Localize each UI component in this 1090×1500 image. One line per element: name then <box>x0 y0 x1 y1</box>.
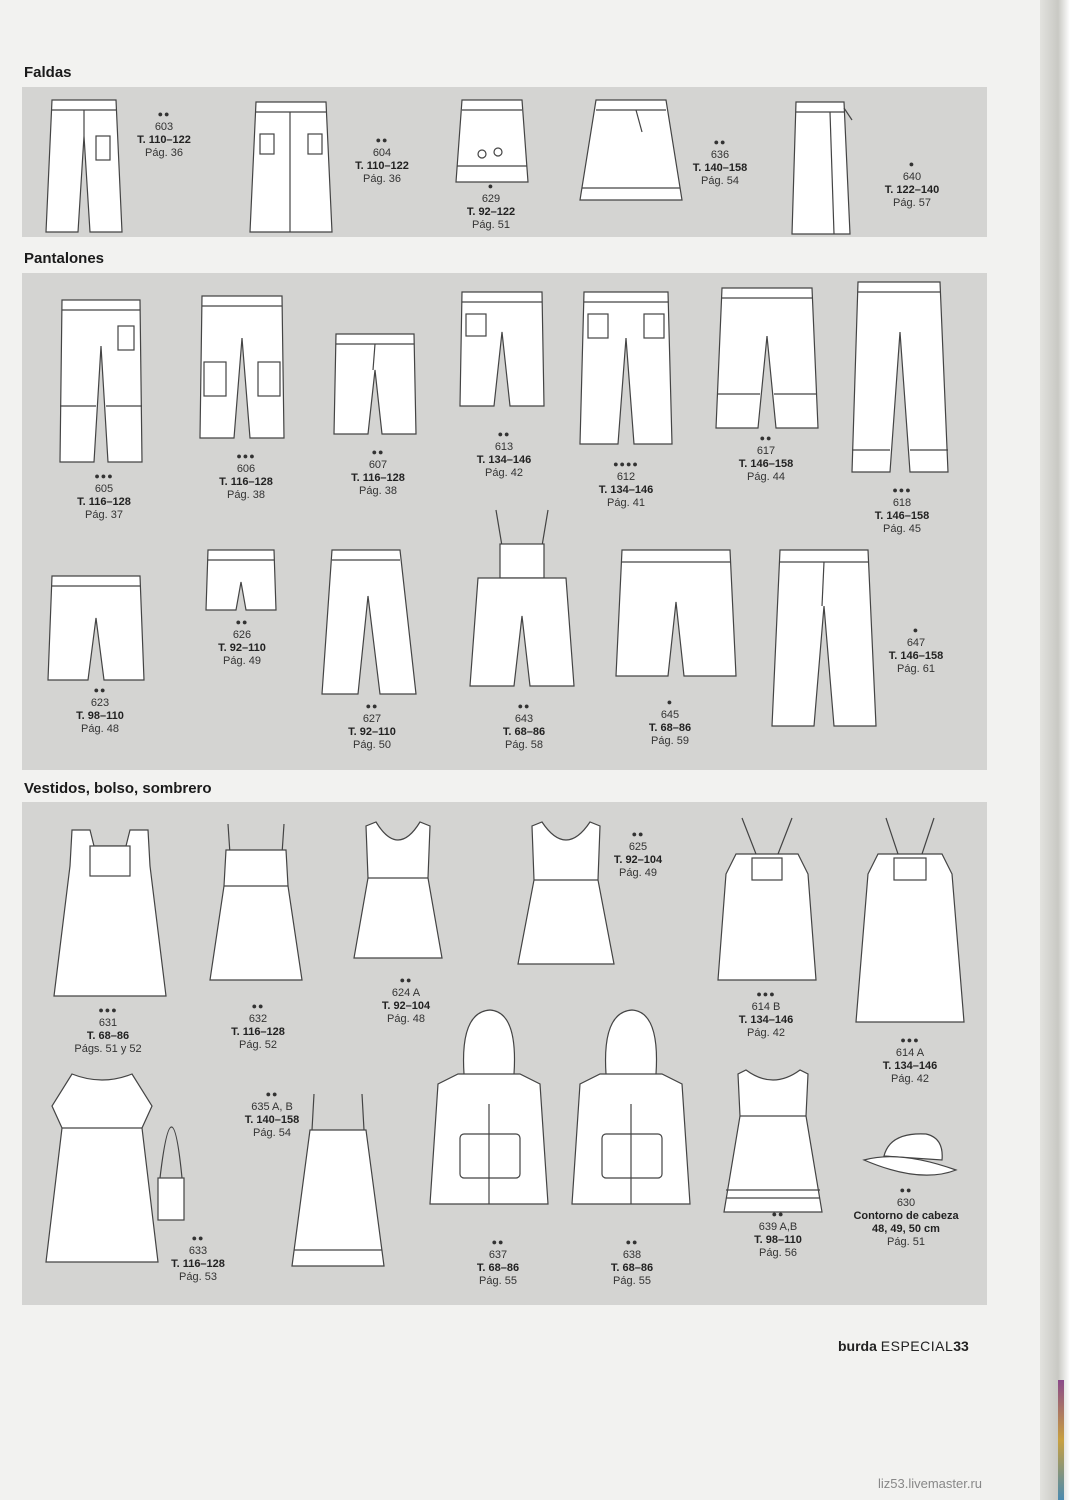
difficulty-dots: ● <box>487 181 495 191</box>
item-page: Pág. 45 <box>883 523 921 535</box>
item-size: T. 134–146 <box>882 1060 938 1072</box>
item-number: 627 <box>362 713 382 725</box>
item-627 <box>312 700 432 752</box>
item-number: 618 <box>892 497 912 509</box>
item-page: Pág. 42 <box>891 1073 929 1085</box>
garment-618-drawing <box>848 278 952 476</box>
item-size: T. 68–86 <box>610 1262 654 1274</box>
item-number: 603 <box>154 121 174 133</box>
item-page: Pág. 49 <box>223 655 261 667</box>
item-number: 645 <box>660 709 680 721</box>
item-page: Pág. 52 <box>239 1039 277 1051</box>
item-630 <box>846 1184 966 1249</box>
item-617 <box>706 432 826 484</box>
garment-613-drawing <box>456 288 548 412</box>
item-page: Pág. 41 <box>607 497 645 509</box>
difficulty-dots: ● <box>666 697 674 707</box>
item-number: 636 <box>710 149 730 161</box>
difficulty-dots: ● <box>912 625 920 635</box>
item-page: Pág. 48 <box>81 723 119 735</box>
garment-614a-drawing <box>852 814 968 1028</box>
garment-624-drawing <box>348 818 448 962</box>
difficulty-dots: ●● <box>375 135 389 145</box>
item-number: 637 <box>488 1249 508 1261</box>
garment-605-drawing <box>56 296 146 468</box>
item-size: T. 110–122 <box>355 160 409 172</box>
difficulty-dots: ●● <box>371 447 385 457</box>
brand-logo: burda <box>838 1338 877 1354</box>
item-size: Contorno de cabeza <box>853 1210 959 1222</box>
item-page: Pág. 51 <box>472 219 510 231</box>
item-631 <box>48 1004 168 1056</box>
item-size: T. 146–158 <box>888 650 944 662</box>
item-number: 623 <box>90 697 110 709</box>
item-page: Pág. 36 <box>145 147 183 159</box>
item-625 <box>578 828 698 880</box>
item-645 <box>610 696 730 748</box>
garment-639-drawing <box>718 1066 828 1216</box>
garment-627-drawing <box>320 546 420 698</box>
item-643 <box>464 700 584 752</box>
item-number: 635 A, B <box>251 1101 293 1113</box>
item-613 <box>444 428 564 480</box>
item-size: T. 122–140 <box>884 184 940 196</box>
difficulty-dots: ●● <box>365 701 379 711</box>
item-607 <box>318 446 438 498</box>
item-647 <box>856 624 976 676</box>
item-number: 625 <box>628 841 648 853</box>
garment-640-drawing <box>788 98 858 240</box>
difficulty-dots: ●● <box>191 1233 205 1243</box>
difficulty-dots: ●● <box>157 109 171 119</box>
item-size: T. 146–158 <box>738 458 794 470</box>
difficulty-dots: ●● <box>251 1001 265 1011</box>
section-title-pantalones: Pantalones <box>24 250 105 267</box>
item-page: Pág. 58 <box>505 739 543 751</box>
difficulty-dots: ●●● <box>98 1005 118 1015</box>
item-page: Pág. 50 <box>353 739 391 751</box>
page-edge <box>1040 0 1070 1500</box>
difficulty-dots: ●● <box>265 1089 279 1099</box>
difficulty-dots: ●●● <box>236 451 256 461</box>
item-page: Pág. 57 <box>893 197 931 209</box>
difficulty-dots: ●●● <box>892 485 912 495</box>
item-page: Pág. 48 <box>387 1013 425 1025</box>
item-size: T. 68–86 <box>648 722 692 734</box>
garment-623-drawing <box>44 572 148 684</box>
item-size: T. 92–104 <box>381 1000 431 1012</box>
item-size: T. 68–86 <box>476 1262 520 1274</box>
item-604 <box>322 134 442 186</box>
garment-645-drawing <box>612 546 740 682</box>
item-size: T. 146–158 <box>874 510 930 522</box>
watermark: liz53.livemaster.ru <box>878 1476 983 1491</box>
item-size: T. 110–122 <box>137 134 191 146</box>
item-number: 604 <box>372 147 392 159</box>
garment-614b-drawing <box>712 814 822 984</box>
item-page: Págs. 51 y 52 <box>74 1043 142 1055</box>
item-632 <box>198 1000 318 1052</box>
item-636 <box>660 136 780 188</box>
item-size: T. 98–110 <box>76 710 124 722</box>
item-size: T. 92–110 <box>348 726 396 738</box>
item-number: 624 A <box>391 987 421 999</box>
item-page: Pág. 54 <box>253 1127 291 1139</box>
garment-631-drawing <box>50 826 170 1006</box>
garment-606-drawing <box>196 292 288 442</box>
difficulty-dots: ●● <box>625 1237 639 1247</box>
item-page: Pág. 54 <box>701 175 739 187</box>
item-size: T. 140–158 <box>244 1114 300 1126</box>
item-number: 614 A <box>895 1047 925 1059</box>
item-page: Pág. 55 <box>479 1275 517 1287</box>
garment-638-drawing <box>566 1004 696 1240</box>
color-stripe <box>1058 1380 1064 1500</box>
garment-612-drawing <box>576 288 676 450</box>
item-page: Pág. 44 <box>747 471 785 483</box>
item-number: 638 <box>622 1249 642 1261</box>
item-640 <box>852 158 972 210</box>
item-page: Pág. 42 <box>485 467 523 479</box>
item-size: T. 116–128 <box>351 472 405 484</box>
garment-632-drawing <box>206 820 306 988</box>
item-614b <box>706 988 826 1040</box>
difficulty-dots: ●●● <box>756 989 776 999</box>
item-629 <box>431 180 551 232</box>
difficulty-dots: ●● <box>93 685 107 695</box>
item-size: T. 116–128 <box>171 1258 225 1270</box>
item-size: T. 98–110 <box>754 1234 802 1246</box>
page-footer <box>838 1338 969 1354</box>
item-size: T. 92–122 <box>466 206 516 218</box>
item-number: 630 <box>896 1197 916 1209</box>
item-page: Pág. 53 <box>179 1271 217 1283</box>
garment-635-drawing <box>288 1090 388 1270</box>
item-639 <box>718 1208 838 1260</box>
garment-629-drawing <box>452 96 532 188</box>
item-page: Pág. 37 <box>85 509 123 521</box>
item-size: T. 134–146 <box>738 1014 794 1026</box>
difficulty-dots: ●● <box>631 829 645 839</box>
item-page: Pág. 56 <box>759 1247 797 1259</box>
item-page: Pág. 59 <box>651 735 689 747</box>
difficulty-dots: ●● <box>235 617 249 627</box>
difficulty-dots: ●● <box>399 975 413 985</box>
item-page: Pág. 49 <box>619 867 657 879</box>
item-size: T. 68–86 <box>502 726 546 738</box>
difficulty-dots: ●● <box>491 1237 505 1247</box>
item-page: Pág. 51 <box>887 1236 925 1248</box>
difficulty-dots: ●●● <box>94 471 114 481</box>
section-title-vestidos: Vestidos, bolso, sombrero <box>24 780 212 797</box>
item-number: 631 <box>98 1017 118 1029</box>
item-614a <box>850 1034 970 1086</box>
item-page: Pág. 61 <box>897 663 935 675</box>
item-618 <box>842 484 962 536</box>
garment-607-drawing <box>330 330 420 438</box>
item-size: T. 116–128 <box>77 496 131 508</box>
footer-label: ESPECIAL <box>880 1338 954 1354</box>
item-number: 643 <box>514 713 534 725</box>
item-612 <box>566 458 686 510</box>
item-page: Pág. 38 <box>227 489 265 501</box>
item-page: Pág. 42 <box>747 1027 785 1039</box>
item-number: 626 <box>232 629 252 641</box>
garment-630-hat-drawing <box>860 1126 960 1186</box>
item-number: 605 <box>94 483 114 495</box>
item-number: 633 <box>188 1245 208 1257</box>
item-606 <box>186 450 306 502</box>
difficulty-dots: ●●● <box>900 1035 920 1045</box>
garment-643-drawing <box>462 506 582 692</box>
item-number: 640 <box>902 171 922 183</box>
item-633 <box>138 1232 258 1284</box>
item-size: T. 92–110 <box>218 642 266 654</box>
item-number: 639 A,B <box>758 1221 798 1233</box>
difficulty-dots: ●● <box>517 701 531 711</box>
difficulty-dots: ●● <box>771 1209 785 1219</box>
item-size: T. 134–146 <box>476 454 532 466</box>
item-number: 612 <box>616 471 636 483</box>
item-number: 613 <box>494 441 514 453</box>
item-size: T. 68–86 <box>86 1030 130 1042</box>
item-number: 632 <box>248 1013 268 1025</box>
item-637 <box>438 1236 558 1288</box>
item-page: Pág. 36 <box>363 173 401 185</box>
page-number: 33 <box>953 1338 969 1354</box>
item-number: 614 B <box>751 1001 781 1013</box>
item-size-values: 48, 49, 50 cm <box>872 1223 940 1235</box>
item-page: Pág. 38 <box>359 485 397 497</box>
item-603 <box>104 108 224 160</box>
item-size: T. 134–146 <box>598 484 654 496</box>
garment-626-drawing <box>202 546 280 616</box>
difficulty-dots: ●●●● <box>613 459 639 469</box>
item-number: 607 <box>368 459 388 471</box>
item-size: T. 116–128 <box>231 1026 285 1038</box>
garment-637-drawing <box>424 1004 554 1240</box>
item-number: 647 <box>906 637 926 649</box>
difficulty-dots: ●● <box>497 429 511 439</box>
item-number: 606 <box>236 463 256 475</box>
difficulty-dots: ● <box>908 159 916 169</box>
difficulty-dots: ●● <box>759 433 773 443</box>
garment-617-drawing <box>714 284 820 432</box>
item-number: 617 <box>756 445 776 457</box>
item-626 <box>182 616 302 668</box>
item-605 <box>44 470 164 522</box>
section-title-faldas: Faldas <box>24 64 72 81</box>
item-number: 629 <box>481 193 501 205</box>
difficulty-dots: ●● <box>713 137 727 147</box>
item-size: T. 116–128 <box>219 476 273 488</box>
item-638 <box>572 1236 692 1288</box>
item-page: Pág. 55 <box>613 1275 651 1287</box>
item-623 <box>40 684 160 736</box>
difficulty-dots: ●● <box>899 1185 913 1195</box>
item-size: T. 92–104 <box>613 854 663 866</box>
item-size: T. 140–158 <box>692 162 748 174</box>
